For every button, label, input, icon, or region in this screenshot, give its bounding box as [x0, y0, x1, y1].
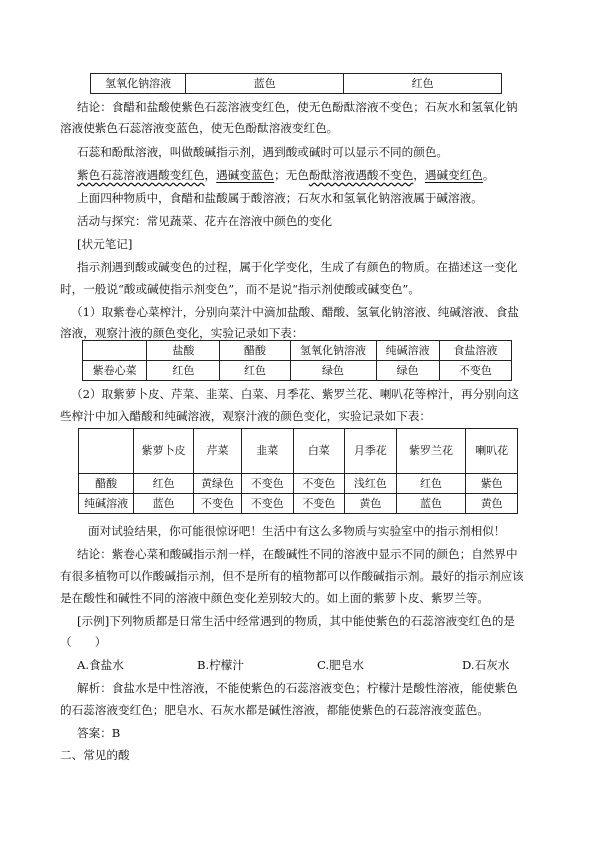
- table-cell: 红色: [147, 361, 220, 381]
- table-cell: 氢氧化钠溶液: [91, 74, 186, 94]
- underlined-text: 遇碱变蓝色: [216, 168, 275, 182]
- paragraph-line: 结论：紫卷心菜和酸碱指示剂一样，在酸碱性不同的溶液中显示不同的颜色；自然界中: [77, 547, 518, 561]
- underlined-text: 遇碱变红色: [424, 168, 483, 182]
- table-cell: 紫色: [466, 474, 518, 494]
- table-row: [83, 361, 512, 381]
- table-cell: 食盐溶液: [439, 341, 511, 361]
- table-cabbage: [82, 340, 512, 381]
- table-cell: 紫卷心菜: [83, 361, 147, 381]
- table-cell: 纯碱溶液: [376, 341, 439, 361]
- table-cell: 喇叭花: [466, 429, 518, 474]
- text: 。: [482, 168, 495, 182]
- paragraph-line: （ ）: [60, 635, 107, 649]
- option-a: A.食盐水: [77, 658, 124, 672]
- table-cell: [83, 341, 147, 361]
- paragraph-line: [示例]下列物质都是日常生活中经常遇到的物质，其中能使紫色的石蕊溶液变红色的是: [77, 614, 516, 628]
- table-cell: [79, 429, 134, 474]
- table-cell: 紫萝卜皮: [134, 429, 194, 474]
- table-cell: 浅红色: [345, 474, 397, 494]
- table-cell: 红色: [396, 474, 466, 494]
- paragraph-line: 是在酸性和碱性不同的溶液中颜色变化差别较大的。如上面的紫萝卜皮、紫罗兰等。: [60, 591, 489, 605]
- table-cell: 蓝色: [134, 494, 194, 514]
- table-row: [83, 341, 512, 361]
- table-cell: 紫罗兰花: [396, 429, 466, 474]
- table-row: [79, 429, 518, 474]
- paragraph-line: 的石蕊溶液变红色；肥皂水、石灰水都是碱性溶液，都能使紫色的石蕊溶液变蓝色。: [60, 703, 489, 717]
- answer-line: 答案：B: [77, 726, 121, 740]
- table-cell: 绿色: [290, 361, 376, 381]
- text: ，: [413, 168, 425, 182]
- table-cell: 不变色: [194, 494, 242, 514]
- table-cell: 绿色: [376, 361, 439, 381]
- paragraph-line: 指示剂遇到酸或碱变色的过程，属于化学变化，生成了有颜色的物质。在描述这一变化: [77, 260, 518, 274]
- paragraph-line: 溶液，观察汁液的颜色变化，实验记录如下表：: [60, 326, 304, 340]
- paragraph-line: （2）取紫萝卜皮、芹菜、韭菜、白菜、月季花、紫罗兰花、喇叭花等榨汁，再分别向这: [71, 387, 519, 401]
- paragraph-line: [状元笔记]: [77, 237, 133, 251]
- option-d: D.石灰水: [462, 658, 510, 672]
- paragraph-line: （1）取紫卷心菜榨汁，分别向菜汁中滴加盐酸、醋酸、氢氧化钠溶液、纯碱溶液、食盐: [71, 305, 519, 319]
- underlined-text: 紫色石蕊溶液遇酸变红色: [77, 168, 205, 182]
- table-cell: 不变色: [439, 361, 511, 381]
- table-cell: 红色: [134, 474, 194, 494]
- table-cell: 醋酸: [220, 341, 290, 361]
- table-cell: 蓝色: [396, 494, 466, 514]
- table-cell: 不变色: [293, 494, 345, 514]
- paragraph-line: 解析：食盐水是中性溶液，不能使紫色的石蕊溶液变色；柠檬汁是酸性溶液，能使紫色: [77, 681, 518, 695]
- paragraph-line: 石蕊和酚酞溶液，叫做酸碱指示剂，遇到酸或碱时可以显示不同的颜色。: [77, 145, 449, 159]
- table-row: [79, 494, 518, 514]
- section-heading: 二、常见的酸: [60, 748, 130, 762]
- table-plants: [78, 428, 518, 514]
- paragraph-line: 面对试验结果，你可能很惊讶吧！生活中有这么多物质与实验室中的指示剂相似！: [88, 524, 506, 538]
- table-cell: 不变色: [293, 474, 345, 494]
- table-cell: 氢氧化钠溶液: [290, 341, 376, 361]
- table-cell: 不变色: [241, 494, 293, 514]
- paragraph-line: 时，一般说“酸或碱使指示剂变色”，而不是说“指示剂使酸或碱变色”。: [60, 282, 420, 296]
- table-cell: 黄色: [466, 494, 518, 514]
- table-cell: 黄色: [345, 494, 397, 514]
- option-b: B.柠檬汁: [197, 658, 244, 672]
- text: ，: [204, 168, 217, 182]
- table-cell: 蓝色: [186, 74, 344, 94]
- paragraph-line: 活动与探究：常见蔬菜、花卉在溶液中颜色的变化: [77, 214, 333, 228]
- table-cell: 白菜: [293, 429, 345, 474]
- paragraph-line: 些榨汁中加入醋酸和纯碱溶液，观察汁液的颜色变化，实验记录如下表：: [60, 409, 432, 423]
- table-cell: 芹菜: [194, 429, 242, 474]
- table-row: [79, 474, 518, 494]
- table-cell: 韭菜: [241, 429, 293, 474]
- underlined-text: 酚酞溶液遇酸不变色: [308, 168, 414, 182]
- table-row: [91, 74, 502, 94]
- table-cell: 不变色: [241, 474, 293, 494]
- table-cell: 黄绿色: [194, 474, 242, 494]
- text: ；无色: [274, 168, 309, 182]
- paragraph-line: 上面四种物质中，食醋和盐酸属于酸溶液；石灰水和氢氧化钠溶液属于碱溶液。: [77, 191, 483, 205]
- table-cell: 红色: [220, 361, 290, 381]
- paragraph-line: 结论：食醋和盐酸使紫色石蕊溶液变红色，使无色酚酞溶液不变色；石灰水和氢氧化钠: [77, 100, 518, 114]
- table-cell: 月季花: [345, 429, 397, 474]
- top-table-fragment: [90, 73, 502, 94]
- table-cell: 盐酸: [147, 341, 220, 361]
- paragraph-line: [77, 167, 557, 183]
- paragraph-line: 溶液使紫色石蕊溶液变蓝色，使无色酚酞溶液变红色。: [60, 121, 339, 135]
- paragraph-line: 有很多植物可以作酸碱指示剂，但不是所有的植物都可以作酸碱指示剂。最好的指示剂应该: [60, 569, 524, 583]
- table-cell: 红色: [344, 74, 502, 94]
- option-c: C.肥皂水: [317, 658, 364, 672]
- table-cell: 醋酸: [79, 474, 134, 494]
- table-cell: 纯碱溶液: [79, 494, 134, 514]
